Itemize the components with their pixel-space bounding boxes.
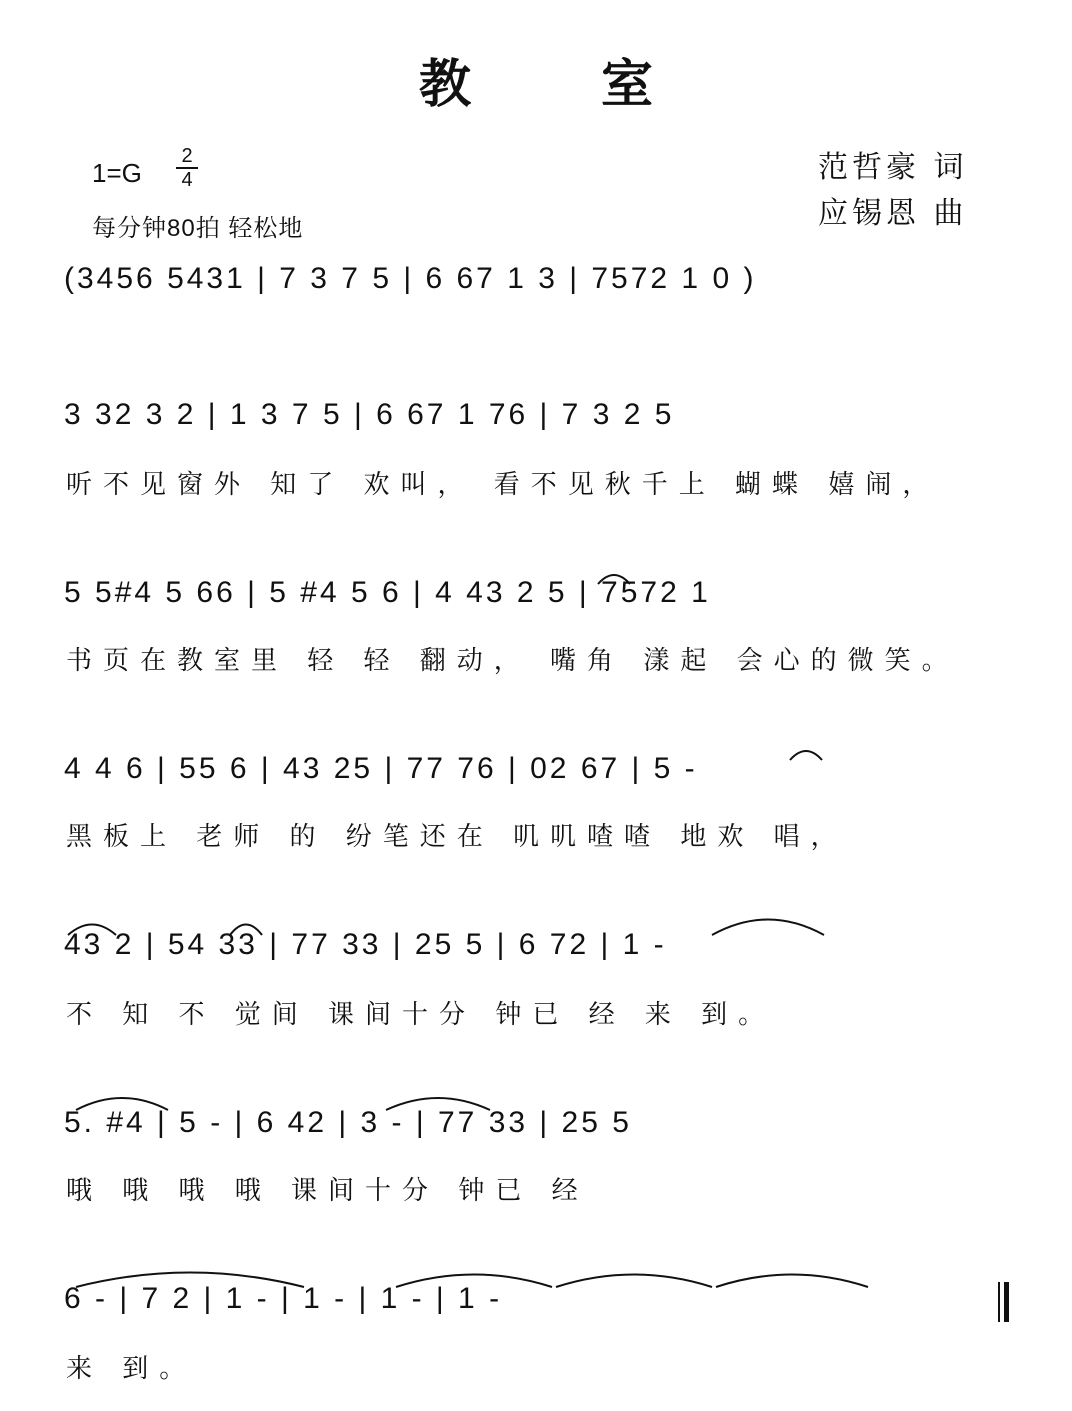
system-1-notes: (3456 5431 | 7 3 7 5 | 6 67 1 3 | 7572 1 0 ) (64, 262, 757, 295)
composer-credit: 应锡恩 曲 (818, 196, 968, 231)
system-2-lyrics: 听不见窗外 知了 欢叫， 看不见秋千上 蝴蝶 嬉闹， (66, 470, 940, 500)
system-6 (64, 1106, 1008, 1166)
system-3-lyrics: 书页在教室里 轻 轻 翻动， 嘴角 漾起 会心的微笑。 (66, 646, 959, 676)
time-signature-top: 2 (181, 145, 193, 167)
system-5-notes: 43 2 | 54 33 | 77 33 | 25 5 | 6 72 | 1 - (64, 928, 667, 961)
system-6-lyrics: 哦 哦 哦 哦 课间十分 钟已 经 (66, 1176, 589, 1206)
system-5 (64, 928, 1008, 988)
system-3-notes: 5 5#4 5 66 | 5 #4 5 6 | 4 43 2 5 | 7572 1 (64, 576, 711, 609)
system-1 (64, 262, 1008, 322)
key-signature: 1=G (92, 158, 142, 188)
system-6-notes: 5. #4 | 5 - | 6 42 | 3 - | 77 33 | 25 5 (64, 1106, 632, 1139)
system-4-notes: 4 4 6 | 55 6 | 43 25 | 77 76 | 02 67 | 5 - (64, 752, 698, 785)
system-5-lyrics: 不 知 不 觉间 课间十分 钟已 经 来 到。 (66, 1000, 776, 1030)
system-7 (64, 1282, 1008, 1342)
lyricist-credit: 范哲豪 词 (818, 150, 968, 185)
page-title: 教 室 (418, 54, 710, 115)
system-7-notes: 6 - | 7 2 | 1 - | 1 - | 1 - | 1 - (64, 1282, 503, 1315)
system-4-lyrics: 黑板上 老师 的 纷笔还在 叽叽喳喳 地欢 唱， (66, 822, 848, 852)
system-7-lyrics: 来 到。 (66, 1354, 197, 1384)
system-2 (64, 398, 1008, 458)
tempo-marking: 每分钟80拍 轻松地 (92, 215, 304, 242)
system-3 (64, 576, 1008, 636)
system-2-notes: 3 32 3 2 | 1 3 7 5 | 6 67 1 76 | 7 3 2 5 (64, 398, 675, 431)
system-4 (64, 752, 1008, 812)
time-signature (176, 146, 198, 190)
time-signature-bottom: 4 (181, 169, 193, 191)
